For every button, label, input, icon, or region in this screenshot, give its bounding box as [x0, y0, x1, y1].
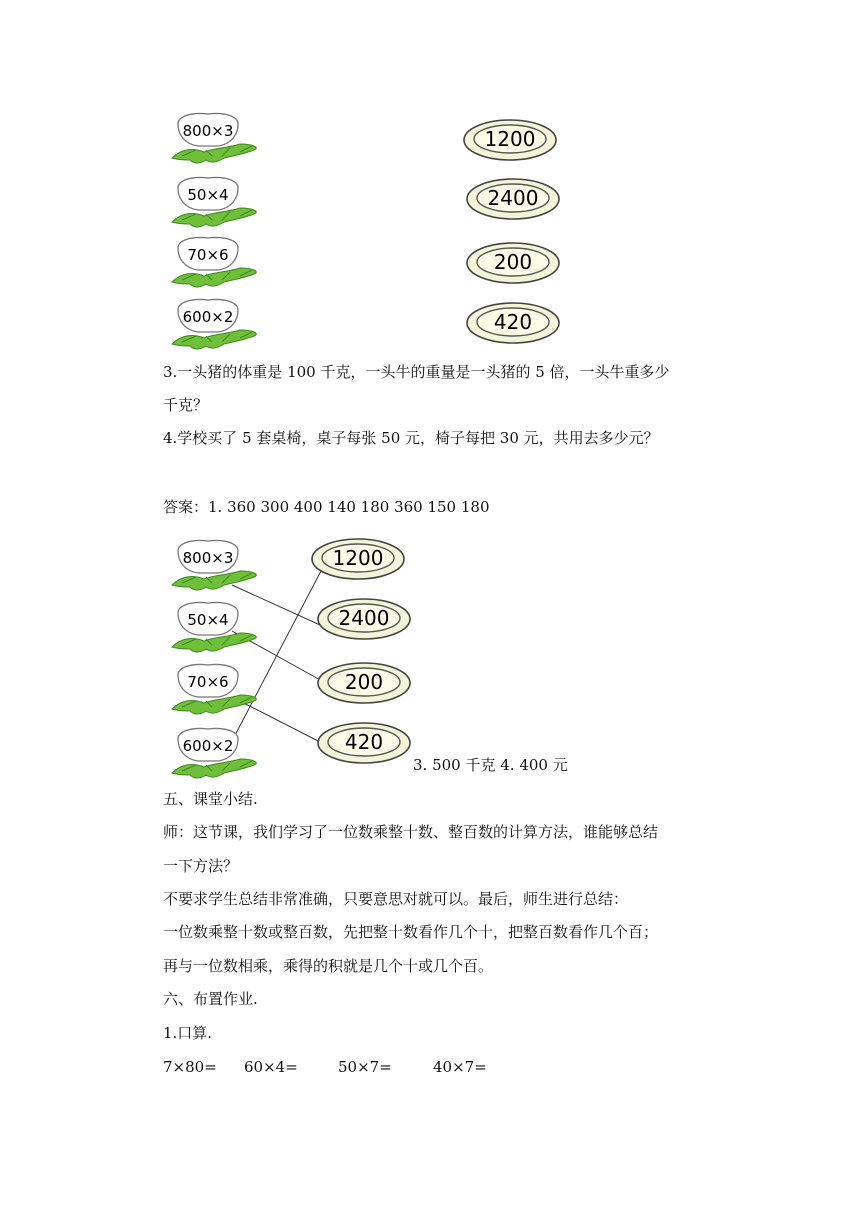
answer-peach-4 [172, 728, 256, 778]
match-line-1 [232, 585, 320, 625]
peach-item-4 [172, 299, 256, 349]
answer-plate-label-1: 1200 [332, 546, 384, 570]
mental-math-problem-3: 50×7= [338, 1058, 392, 1076]
question-3-line-1: 3.一头猪的体重是 100 千克，一头牛的重量是一头猪的 5 倍，一头牛重多少 [163, 363, 670, 381]
answer-plate-3 [318, 663, 410, 703]
answer-peach-3 [172, 664, 256, 714]
answer-peach-label-2: 50×4 [187, 611, 229, 629]
matching-figure-question [0, 100, 860, 460]
plate-label-1: 1200 [484, 127, 536, 151]
mental-math-problem-1: 7×80= [163, 1058, 217, 1076]
peach-label-4: 600×2 [182, 308, 234, 326]
answer-peach-2 [172, 602, 256, 652]
section-5-p3-line-2: 再与一位数相乘，乘得的积就是几个十或几个百。 [163, 957, 494, 975]
peach-item-2 [172, 177, 256, 227]
answer-peach-label-4: 600×2 [182, 737, 234, 755]
peach-item-1 [172, 113, 256, 163]
peach-label-1: 800×3 [182, 122, 234, 140]
answer-plate-1 [312, 539, 404, 579]
plate-item-1 [464, 120, 556, 160]
section-5-p1-line-2: 一下方法？ [163, 857, 239, 875]
answer-plate-label-2: 2400 [338, 606, 390, 630]
answer-tail: 3. 500 千克 4. 400 元 [413, 756, 568, 774]
plate-item-2 [467, 179, 559, 219]
section-6-heading: 六、布置作业. [163, 990, 258, 1008]
answer-peach-label-3: 70×6 [187, 673, 229, 691]
section-6-item-1: 1.口算. [163, 1024, 213, 1042]
section-5-p3-line-1: 一位数乘整十数或整百数，先把整十数看作几个十，把整百数看作几个百； [163, 923, 659, 941]
answer-plate-4 [318, 723, 410, 763]
mental-math-problem-2: 60×4= [244, 1058, 298, 1076]
matching-figure-answer [0, 535, 860, 785]
answer-plate-label-3: 200 [344, 670, 384, 694]
plate-label-2: 2400 [487, 186, 539, 210]
plate-item-4 [467, 303, 559, 343]
question-4: 4.学校买了 5 套桌椅，桌子每张 50 元，椅子每把 30 元，共用去多少元？ [163, 429, 659, 447]
section-5-p2: 不要求学生总结非常准确，只要意思对就可以。最后，师生进行总结： [163, 890, 629, 908]
answer-line-1: 答案：1. 360 300 400 140 180 360 150 180 [163, 498, 490, 516]
match-line-4 [232, 569, 322, 741]
plate-label-4: 420 [493, 310, 533, 334]
answer-peach-1 [172, 540, 256, 590]
answer-peach-label-1: 800×3 [182, 549, 234, 567]
peach-label-2: 50×4 [187, 186, 229, 204]
plate-label-3: 200 [493, 250, 533, 274]
section-5-p1-line-1: 师：这节课，我们学习了一位数乘整十数、整百数的计算方法，谁能够总结 [163, 823, 659, 841]
question-3-line-2: 千克？ [163, 396, 209, 414]
plate-item-3 [467, 243, 559, 283]
answer-plate-label-4: 420 [344, 730, 384, 754]
mental-math-problem-4: 40×7= [433, 1058, 487, 1076]
peach-label-3: 70×6 [187, 246, 229, 264]
section-5-heading: 五、课堂小结. [163, 790, 258, 808]
peach-item-3 [172, 237, 256, 287]
answer-plate-2 [318, 599, 410, 639]
